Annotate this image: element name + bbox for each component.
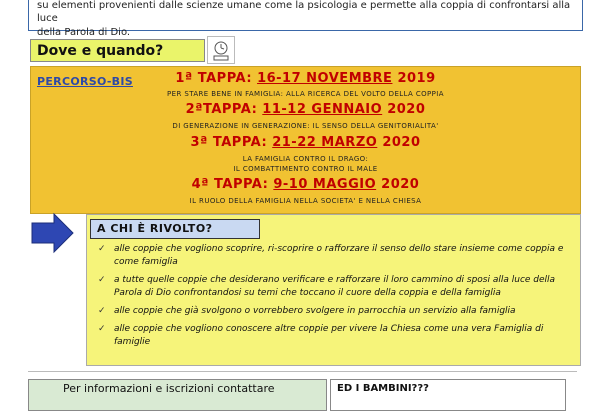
tappa-3-subtitle-2: IL COMBATTIMENTO CONTRO IL MALE	[233, 165, 378, 173]
tappa-1-dates: 16-17 NOVEMBRE	[257, 71, 393, 86]
chi-e-rivolto-label: A CHI È RIVOLTO?	[90, 219, 260, 239]
tappa-2-prefix: 2ªTAPPA:	[185, 102, 263, 117]
list-item-text: alle coppie che vogliono scoprire, ri-scoprire o rafforzare il senso dello stare insieme come coppia e come famiglia	[114, 244, 564, 267]
tappa-2-subtitle: DI GENERAZIONE IN GENERAZIONE: IL SENSO DELLA GENITORIALITA'	[172, 122, 439, 130]
dove-e-quando-bar	[30, 39, 205, 62]
check-icon: ✓	[98, 244, 106, 254]
check-icon: ✓	[98, 306, 106, 316]
tappa-3-prefix: 3ª TAPPA:	[190, 135, 273, 150]
tappa-1-subtitle: PER STARE BENE IN FAMIGLIA: ALLA RICERCA DEL VOLTO DELLA COPPIA	[167, 90, 444, 98]
list-item	[94, 305, 574, 318]
tappa-4-dates: 9-10 MAGGIO	[273, 177, 377, 192]
intro-line-2: della Parola di Dio.	[37, 27, 131, 38]
info-box	[28, 379, 327, 411]
tappa-3-year: 2020	[377, 135, 421, 150]
check-icon: ✓	[98, 275, 106, 285]
list-item	[94, 274, 574, 300]
tappa-1-title	[31, 71, 580, 86]
tappa-1-year: 2019	[392, 71, 436, 86]
intro-line-1: su elementi provenienti dalle scienze umane come la psicologia e permette alla coppia di confrontarsi alla luce	[37, 0, 571, 24]
tappa-4-year: 2020	[376, 177, 420, 192]
tappa-4-prefix: 4ª TAPPA:	[191, 177, 274, 192]
tappa-1-prefix: 1ª TAPPA:	[175, 71, 258, 86]
info-label: Per informazioni e iscrizioni contattare	[63, 382, 275, 395]
list-item	[94, 243, 574, 269]
intro-box	[28, 0, 583, 38]
tappa-3-subtitle-1: LA FAMIGLIA CONTRO IL DRAGO:	[242, 155, 369, 163]
tappa-2-dates: 11-12 GENNAIO	[262, 102, 383, 117]
target-list	[94, 243, 574, 354]
dove-e-quando-label: Dove e quando?	[37, 43, 164, 59]
calendar-icon	[207, 36, 235, 64]
divider	[28, 371, 577, 372]
bambini-box	[330, 379, 566, 411]
right-arrow-icon	[31, 212, 75, 254]
list-item-text: alle coppie che già svolgono o vorrebbero svolgere in parrocchia un servizio alla famiglia	[114, 306, 516, 316]
tappa-4-title	[31, 177, 580, 192]
tappa-2-title	[31, 102, 580, 117]
percorso-label: PERCORSO-BIS	[37, 75, 133, 88]
tappa-4-subtitle: IL RUOLO DELLA FAMIGLIA NELLA SOCIETA' E NELLA CHIESA	[189, 197, 422, 205]
list-item-text: a tutte quelle coppie che desiderano verificare e rafforzare il loro cammino di sposi alla luce della Parola di Dio confrontandosi su temi che toccano il cuore della coppia e della famiglia	[114, 275, 556, 298]
tappe-panel	[30, 66, 581, 214]
list-item-text: alle coppie che vogliono conoscere altre coppie per vivere la Chiesa come una vera Famiglia di famiglie	[114, 324, 544, 347]
bambini-label: ED I BAMBINI???	[337, 383, 429, 394]
check-icon: ✓	[98, 324, 106, 334]
tappa-2-year: 2020	[382, 102, 426, 117]
tappa-3-title	[31, 135, 580, 150]
tappa-3-dates: 21-22 MARZO	[272, 135, 378, 150]
list-item	[94, 323, 574, 349]
